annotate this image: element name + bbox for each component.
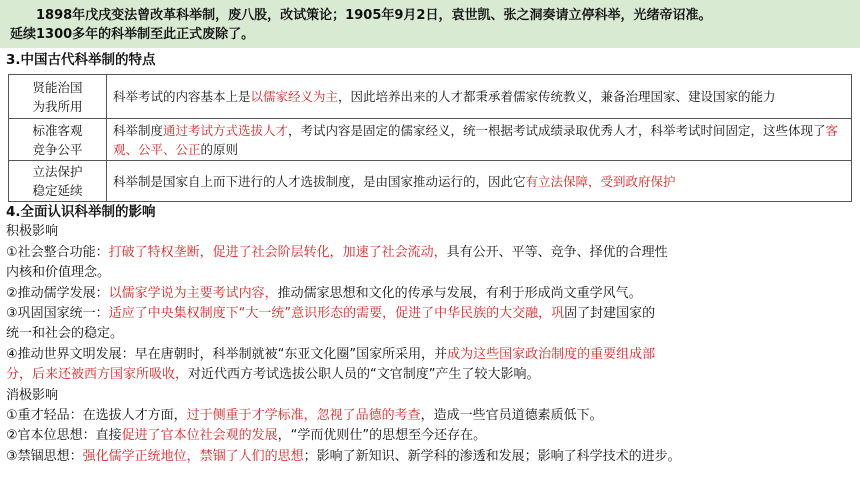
highlight-text: 成为这些国家政治制度的重要组成部 xyxy=(447,346,656,362)
highlight-text: 分，后来还被西方国家所吸收， xyxy=(6,367,189,383)
highlight-text: 打破了特权垄断，促进了社会阶层转化，加速了社会流动， xyxy=(108,244,447,260)
list-item xyxy=(6,406,854,426)
text: ③禁锢思想： xyxy=(6,448,83,464)
table-row xyxy=(9,119,852,161)
row-key-line: 为我所用 xyxy=(32,98,83,114)
negative-label: 消极影响 xyxy=(6,387,59,403)
text: 科举制度 xyxy=(113,122,164,138)
text: ②官本位思想：直接 xyxy=(6,428,122,444)
text: ①重才轻品：在选拔人才方面， xyxy=(6,408,187,424)
row-description xyxy=(107,161,852,202)
list-item-continued: 统一和社会的稳定。 xyxy=(6,326,124,342)
list-item xyxy=(6,304,854,324)
row-key xyxy=(9,75,107,119)
features-table xyxy=(8,74,852,202)
section-3-title: 3.中国古代科举制的特点 xyxy=(6,52,156,68)
row-description xyxy=(107,119,852,161)
positive-label: 积极影响 xyxy=(6,224,59,240)
text: 科举制是国家自上而下进行的人才选拔制度，是由国家推动运行的，因此它 xyxy=(113,173,526,189)
highlight-text: 适应了中央集权制度下“大一统”意识形态的需要，促进了中华民族的大交融，巩 xyxy=(108,306,565,322)
list-item-continued: 内核和价值理念。 xyxy=(6,265,111,281)
row-description xyxy=(107,75,852,119)
list-item xyxy=(6,243,854,263)
list-item xyxy=(6,426,854,446)
row-key xyxy=(9,161,107,202)
list-item xyxy=(6,345,854,365)
text: 科举考试的内容基本上是 xyxy=(113,89,251,104)
highlight-text: 强化儒学正统地位，禁锢了人们的思想 xyxy=(82,448,304,464)
highlight-text: 通过考试方式选拔人才 xyxy=(163,122,289,138)
table-row xyxy=(9,75,852,119)
row-key-line: 立法保护 xyxy=(32,164,83,179)
highlight-text: 以儒家学说为主要考试内容， xyxy=(108,285,278,301)
text: ，考试内容是固定的儒家经义，统一根据考试成绩录取优秀人才，科举考试时间固定，这些体现了 xyxy=(288,122,826,138)
text: ，“学而优则仕”的思想至今还存在。 xyxy=(277,428,487,444)
text: ，造成一些官员道德素质低下。 xyxy=(420,408,603,424)
table-row xyxy=(9,161,852,202)
text: 对近代西方考试选拔公职人员的“文官制度”产生了较大影响。 xyxy=(188,367,540,383)
banner-line-2: 延续1300多年的科举制至此正式废除了。 xyxy=(10,27,255,42)
text: ，因此培养出来的人才都秉承着儒家传统教义，兼备治理国家、建设国家的能力 xyxy=(338,89,776,104)
text: ③巩固国家统一： xyxy=(6,306,109,322)
row-key xyxy=(9,119,107,161)
text: 具有公开、平等、竞争、择优的合理性 xyxy=(446,244,668,260)
highlight-text: 促进了官本位社会观的发展 xyxy=(121,428,278,444)
banner-line-1: 1898年戊戌变法曾改革科举制，废八股，改试策论；1905年9月2日，袁世凯、张之洞奏请立停科举，光绪帝诏准。 xyxy=(36,8,712,23)
row-key-line: 竞争公平 xyxy=(32,141,83,157)
section-4 xyxy=(6,202,854,467)
row-key-line: 标准客观 xyxy=(32,122,83,138)
summary-banner xyxy=(0,0,860,48)
highlight-text: 客观、公平、公正 xyxy=(113,122,839,157)
text: ；影响了新知识、新学科的渗透和发展；影响了科学技术的进步。 xyxy=(303,448,681,464)
text: ④推动世界文明发展：早在唐朝时，科举制就被“东亚文化圈”国家所采用，并 xyxy=(6,346,448,362)
highlight-text: 有立法保障，受到政府保护 xyxy=(525,173,676,189)
text: 推动儒家思想和文化的传承与发展，有利于形成尚文重学风气。 xyxy=(277,285,642,301)
row-key-line: 稳定延续 xyxy=(32,183,83,198)
text: ①社会整合功能： xyxy=(6,244,109,260)
text: 固了封建国家的 xyxy=(564,306,656,322)
highlight-text: 过于侧重于才学标准，忽视了品德的考查 xyxy=(186,408,421,424)
list-item xyxy=(6,284,854,304)
row-key-line: 贤能治国 xyxy=(32,79,83,95)
list-item-continued xyxy=(6,365,854,385)
text: 的原则 xyxy=(200,141,239,157)
list-item xyxy=(6,447,854,467)
highlight-text: 以儒家经义为主 xyxy=(250,89,339,104)
section-4-title: 4.全面认识科举制的影响 xyxy=(6,204,156,220)
text: ②推动儒学发展： xyxy=(6,285,109,301)
